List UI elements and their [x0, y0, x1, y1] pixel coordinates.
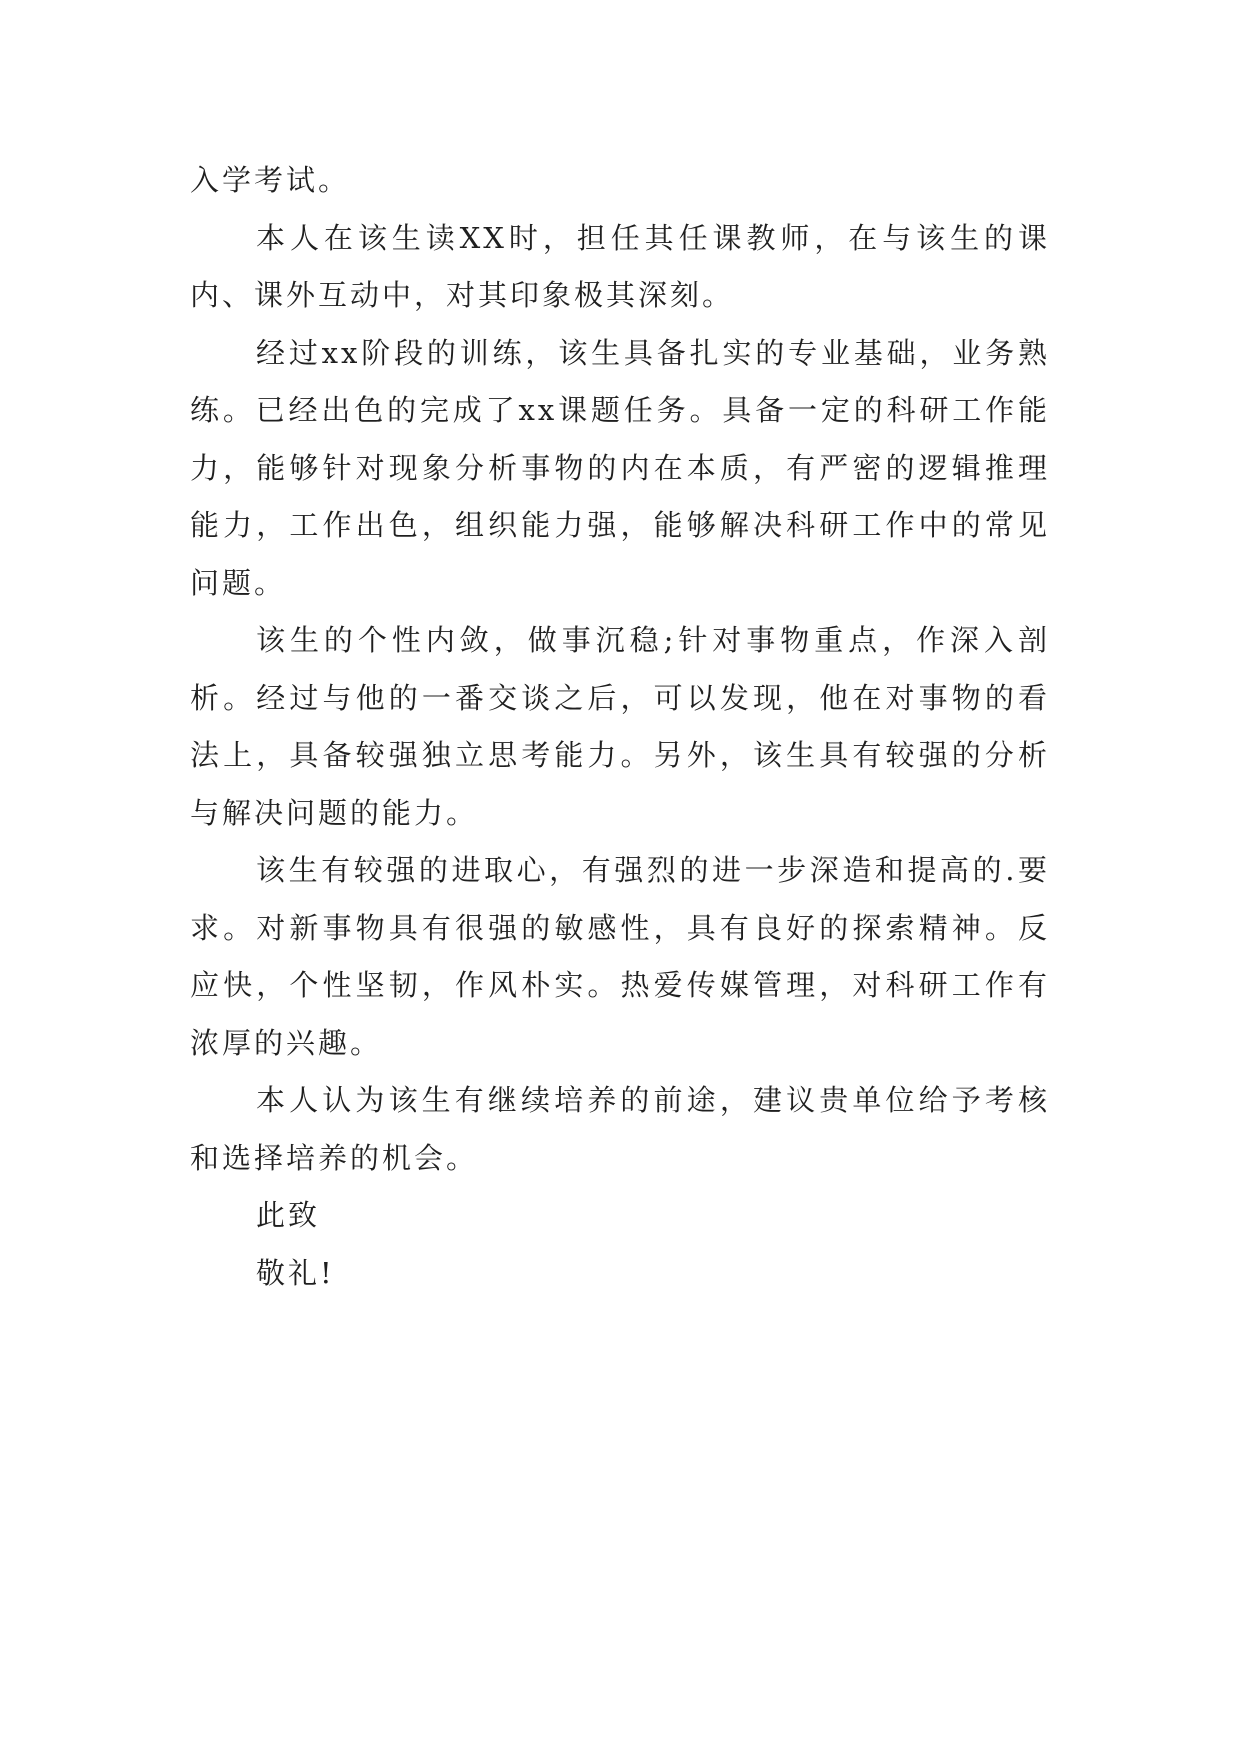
paragraph-professional-ability: 经过xx阶段的训练，该生具备扎实的专业基础，业务熟练。已经出色的完成了xx课题任务。具备一定的科研工作能力，能够针对现象分析事物的内在本质，有严密的逻辑推理能力，工作出色，组织能力强，能够解决科研工作中的常见问题。 [190, 335, 1050, 600]
paragraph-teacher-relation: 本人在该生读XX时，担任其任课教师，在与该生的课内、课外互动中，对其印象极其深刻。 [190, 220, 1050, 312]
paragraph-motivation: 该生有较强的进取心，有强烈的进一步深造和提高的.要求。对新事物具有很强的敏感性，具有良好的探索精神。反应快，个性坚韧，作风朴实。热爱传媒管理，对科研工作有浓厚的兴趣。 [190, 853, 1050, 1060]
paragraph-personality: 该生的个性内敛，做事沉稳;针对事物重点，作深入剖析。经过与他的一番交谈之后，可以发现，他在对事物的看法上，具备较强独立思考能力。另外，该生具有较强的分析与解决问题的能力。 [190, 623, 1050, 830]
closing-salutation: 此致 [256, 1198, 321, 1232]
closing-regards: 敬礼! [256, 1255, 335, 1290]
letter-body [190, 152, 1050, 1302]
paragraph-recommendation: 本人认为该生有继续培养的前途，建议贵单位给予考核和选择培养的机会。 [190, 1083, 1050, 1175]
paragraph-continuation: 入学考试。 [190, 163, 351, 197]
